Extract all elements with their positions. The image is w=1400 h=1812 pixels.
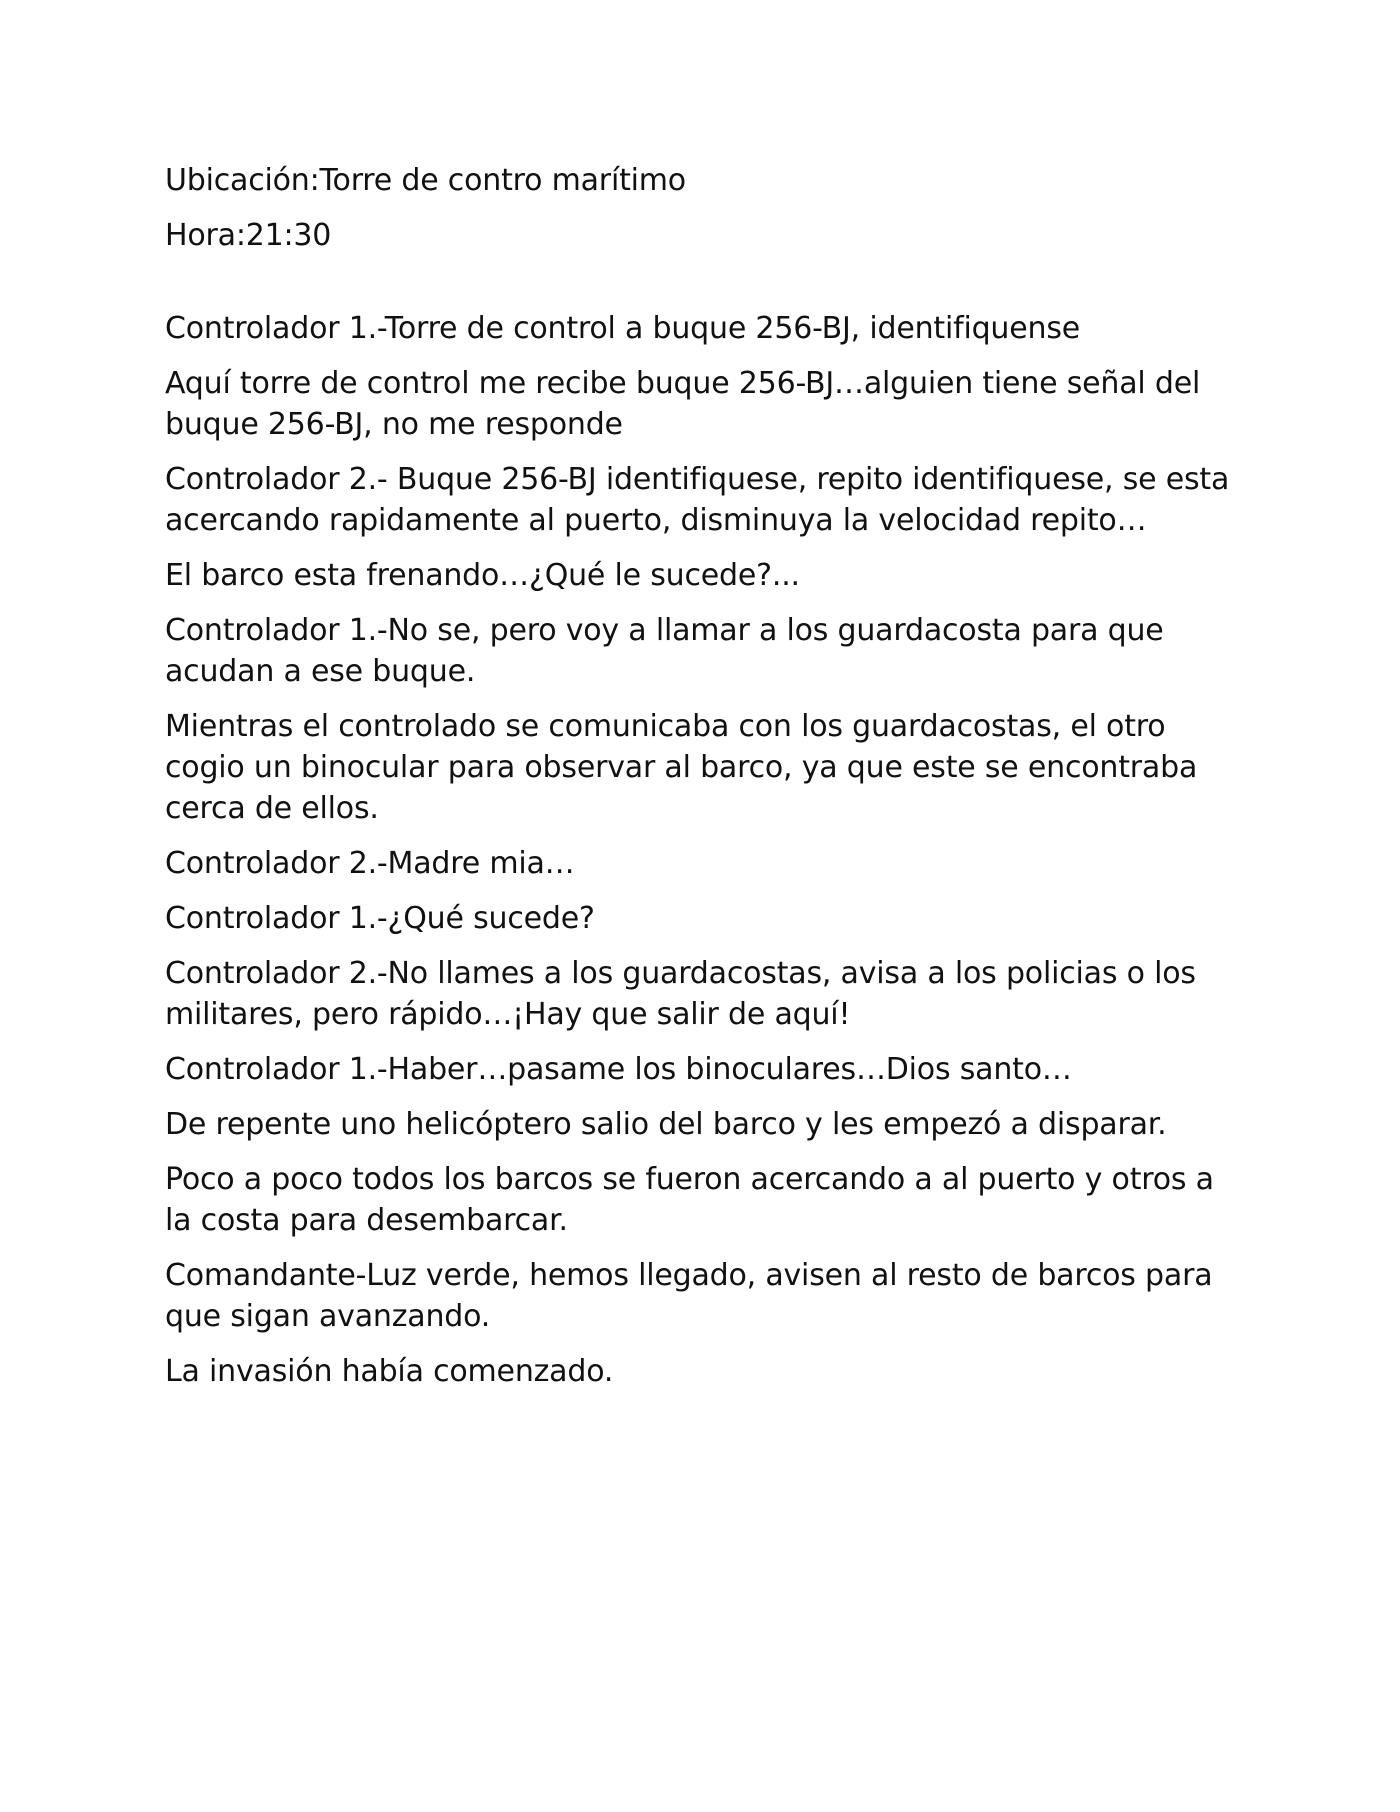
document-body xyxy=(165,160,1245,1406)
paragraph: De repente uno helicóptero salio del barco y les empezó a disparar. xyxy=(165,1107,1167,1142)
paragraph: Aquí torre de control me recibe buque 256-BJ…alguien tiene señal del buque 256-BJ, no me responde xyxy=(165,366,1201,442)
paragraph: Controlador 1.-Haber…pasame los binoculares…Dios santo… xyxy=(165,1052,1072,1087)
paragraph: Controlador 2.-Madre mia… xyxy=(165,846,575,881)
paragraph: Controlador 1.-No se, pero voy a llamar a los guardacosta para que acudan a ese buque. xyxy=(165,613,1164,689)
document-header xyxy=(165,160,1245,256)
paragraph: Controlador 1.-¿Qué sucede? xyxy=(165,901,595,936)
time-line: Hora:21:30 xyxy=(165,218,332,253)
paragraph: Mientras el controlado se comunicaba con los guardacostas, el otro cogio un binocular para observar al barco, ya que este se encontraba cerca de ellos. xyxy=(165,709,1198,826)
paragraph: El barco esta frenando…¿Qué le sucede?... xyxy=(165,558,800,593)
location-line: Ubicación:Torre de contro marítimo xyxy=(165,163,686,198)
paragraph: La invasión había comenzado. xyxy=(165,1354,614,1389)
paragraph: Controlador 2.- Buque 256-BJ identifiquese, repito identifiquese, se esta acercando rapidamente al puerto, disminuya la velocidad repito… xyxy=(165,462,1230,538)
paragraph: Controlador 1.-Torre de control a buque 256-BJ, identifiquense xyxy=(165,311,1081,346)
paragraph: Comandante-Luz verde, hemos llegado, avisen al resto de barcos para que sigan avanzando. xyxy=(165,1258,1213,1334)
paragraph: Controlador 2.-No llames a los guardacostas, avisa a los policias o los militares, pero rápido…¡Hay que salir de aquí! xyxy=(165,956,1196,1032)
paragraph: Poco a poco todos los barcos se fueron acercando a al puerto y otros a la costa para desembarcar. xyxy=(165,1162,1214,1238)
